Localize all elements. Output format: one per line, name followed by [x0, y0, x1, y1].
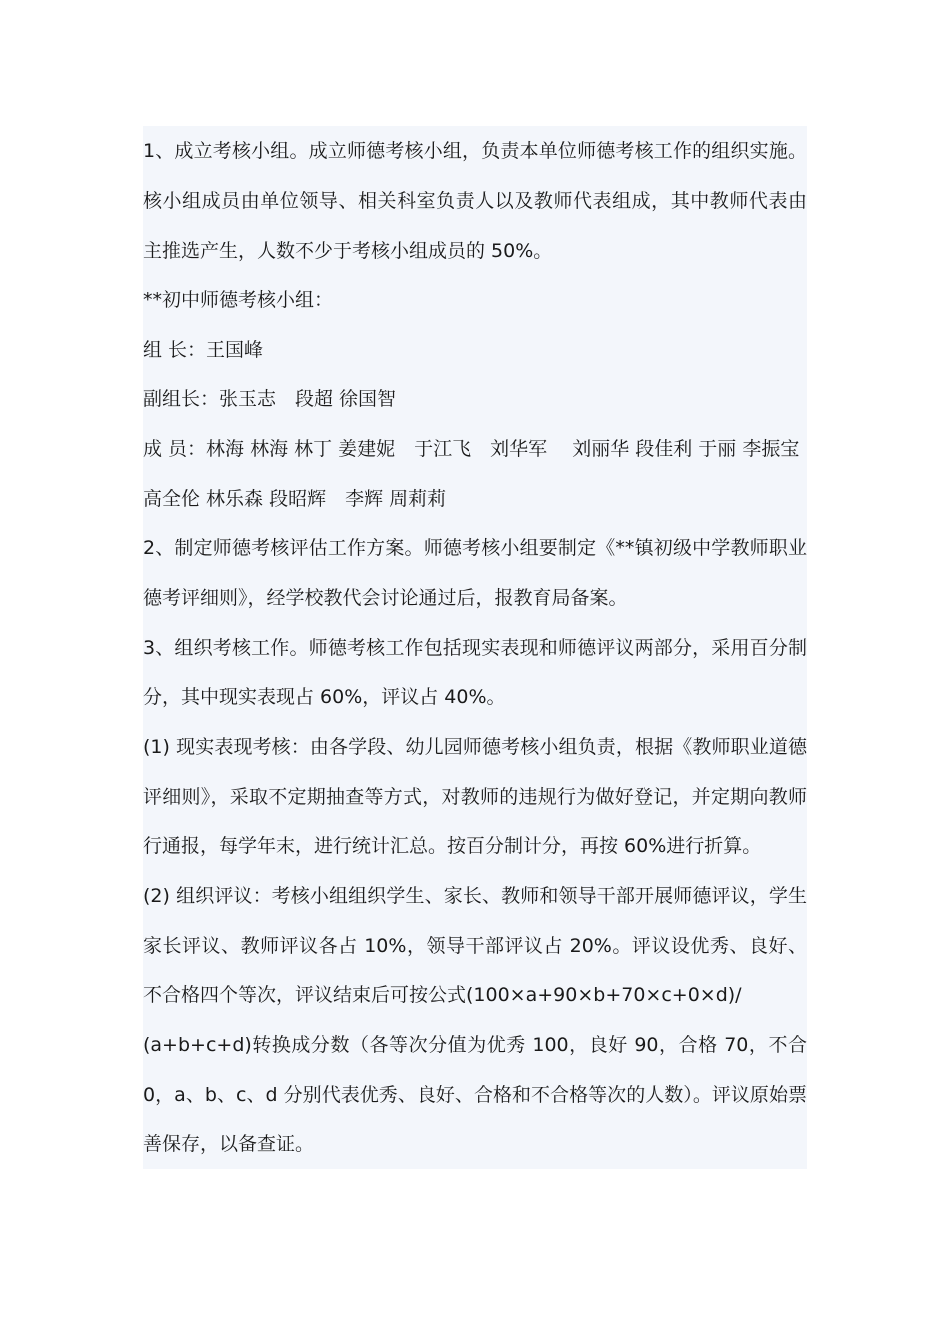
text-line: 家长评议、教师评议各占 10%，领导干部评议占 20%。评议设优秀、良好、	[143, 935, 807, 957]
text-line: 3、组织考核工作。师德考核工作包括现实表现和师德评议两部分，采用百分制	[143, 637, 807, 659]
text-line: (a+b+c+d)转换成分数（各等次分值为优秀 100，良好 90，合格 70，不合	[143, 1034, 807, 1056]
text-line: 组 长：王国峰	[143, 339, 264, 361]
text-line: 副组长：张玉志 段超 徐国智	[143, 388, 397, 410]
text-line: 不合格四个等次，评议结束后可按公式(100×a+90×b+70×c+0×d)/	[143, 984, 742, 1006]
text-line: 成 员：林海 林海 林丁 姜建妮 于江飞 刘华军 刘丽华 段佳利 于丽 李振宝	[143, 438, 800, 460]
text-line: 主推选产生，人数不少于考核小组成员的 50%。	[143, 240, 553, 262]
text-line: 2、制定师德考核评估工作方案。师德考核小组要制定《**镇初级中学教师职业	[143, 537, 807, 559]
text-line: 行通报，每学年末，进行统计汇总。按百分制计分，再按 60%进行折算。	[143, 835, 762, 857]
document-body	[143, 126, 807, 1169]
text-line: (1) 现实表现考核：由各学段、幼儿园师德考核小组负责，根据《教师职业道德	[143, 736, 807, 758]
text-line: 评细则》，采取不定期抽查等方式，对教师的违规行为做好登记，并定期向教师	[143, 786, 807, 808]
text-line: **初中师德考核小组：	[143, 289, 334, 311]
text-line: 1、成立考核小组。成立师德考核小组，负责本单位师德考核工作的组织实施。	[143, 140, 807, 162]
text-line: 高全伦 林乐森 段昭辉 李辉 周莉莉	[143, 488, 447, 510]
text-line: 善保存，以备查证。	[143, 1133, 315, 1155]
text-line: (2) 组织评议：考核小组组织学生、家长、教师和领导干部开展师德评议，学生	[143, 885, 807, 907]
text-line: 德考评细则》，经学校教代会讨论通过后，报教育局备案。	[143, 587, 628, 609]
text-line: 分，其中现实表现占 60%，评议占 40%。	[143, 686, 506, 708]
text-line: 0，a、b、c、d 分别代表优秀、良好、合格和不合格等次的人数）。评议原始票	[143, 1084, 807, 1106]
text-line: 核小组成员由单位领导、相关科室负责人以及教师代表组成，其中教师代表由	[143, 190, 807, 212]
